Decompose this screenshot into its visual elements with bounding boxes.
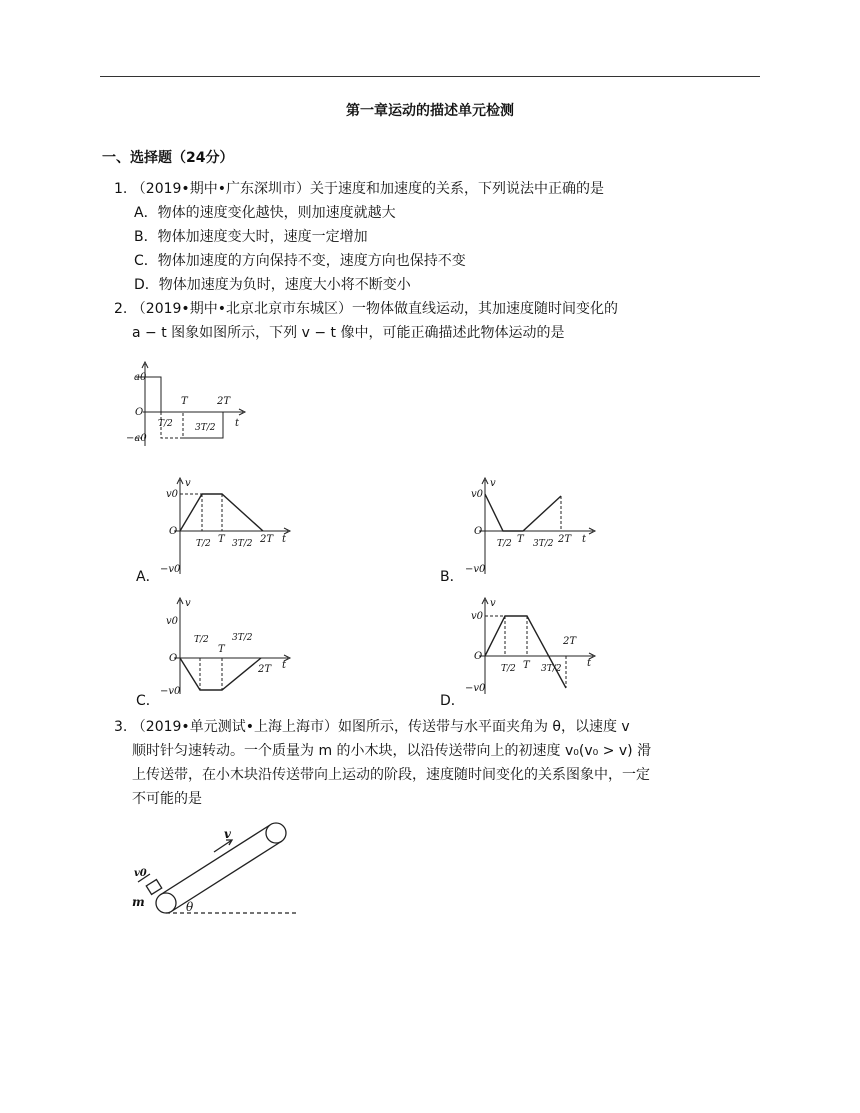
q2-stem-line1: 2. （2019•期中•北京北京市东城区）一物体做直线运动，其加速度随时间变化的	[114, 301, 618, 317]
q3-stem-line3: 上传送带，在小木块沿传送带向上运动的阶段，速度随时间变化的关系图象中，一定	[132, 767, 650, 783]
label-neg-a0: −a0	[126, 433, 147, 444]
label-T-half: T/2	[158, 419, 173, 429]
q2-stem-line2: a − t 图象如图所示，下列 v − t 像中，可能正确描述此物体运动的是	[132, 325, 565, 341]
q2-graph-c	[160, 596, 300, 696]
label-v: v	[185, 598, 191, 609]
label-origin: O	[474, 526, 483, 537]
label-T: T	[517, 534, 524, 545]
q2-graph-b	[465, 476, 605, 576]
q1-option-c: C．物体加速度的方向保持不变，速度方向也保持不变	[134, 253, 466, 269]
q2-graph-a	[160, 476, 300, 576]
label-3T-half: 3T/2	[533, 539, 554, 549]
label-v: v	[490, 598, 496, 609]
label-v: v	[490, 478, 496, 489]
label-neg-v0: −v0	[160, 686, 181, 696]
q2-graph-d	[465, 596, 605, 696]
q2-a-t-graph	[125, 360, 255, 450]
q2-choice-d: D．	[440, 693, 465, 709]
label-T: T	[181, 396, 188, 407]
label-T-half: T/2	[497, 539, 512, 549]
label-v0: v0	[134, 868, 147, 879]
q3-stem-line2: 顺时针匀速转动。一个质量为 m 的小木块，以沿传送带向上的初速度 v₀(v₀ > v) 滑	[132, 743, 652, 759]
page-title: 第一章运动的描述单元检测	[346, 103, 514, 119]
q2-choice-a: A．	[136, 569, 160, 585]
label-3T-half: 3T/2	[232, 539, 253, 549]
label-neg-v0: −v0	[465, 683, 486, 694]
label-T-half: T/2	[196, 539, 211, 549]
q2-choice-b: B．	[440, 569, 464, 585]
q1-option-d: D．物体加速度为负时，速度大小将不断变小	[134, 277, 411, 293]
label-2T: 2T	[258, 664, 272, 675]
label-belt-v: v	[224, 827, 231, 841]
label-T: T	[218, 534, 225, 545]
q1-option-a: A．物体的速度变化越快，则加速度就越大	[134, 205, 396, 221]
label-3T-half: 3T/2	[232, 633, 253, 643]
label-v0: v0	[166, 616, 179, 627]
q3-stem-line4: 不可能的是	[132, 791, 202, 807]
label-2T: 2T	[217, 396, 231, 407]
label-origin: O	[169, 526, 178, 537]
label-2T: 2T	[260, 534, 274, 545]
label-origin: O	[169, 653, 178, 664]
label-theta: θ	[186, 900, 194, 914]
header-rule	[100, 76, 760, 77]
label-neg-v0: −v0	[465, 564, 486, 575]
label-t: t	[282, 660, 287, 671]
label-2T: 2T	[563, 636, 577, 647]
label-t: t	[282, 534, 287, 545]
label-t: t	[587, 658, 592, 669]
label-origin: O	[135, 407, 144, 418]
label-3T-half: 3T/2	[195, 423, 216, 433]
label-T-half: T/2	[194, 635, 209, 645]
label-3T-half: 3T/2	[541, 664, 562, 674]
q1-option-b: B．物体加速度变大时，速度一定增加	[134, 229, 368, 245]
label-origin: O	[474, 651, 483, 662]
label-m: m	[132, 895, 145, 909]
q3-conveyor-figure	[128, 818, 308, 918]
label-t: t	[582, 534, 587, 545]
label-neg-v0: −v0	[160, 564, 181, 575]
q2-choice-c: C．	[136, 693, 160, 709]
label-T: T	[218, 644, 225, 655]
label-v: v	[185, 478, 191, 489]
q3-stem-line1: 3. （2019•单元测试•上海上海市）如图所示，传送带与水平面夹角为 θ，以速度 v	[114, 719, 630, 735]
label-t: t	[235, 418, 240, 429]
label-v0: v0	[471, 611, 484, 622]
label-T-half: T/2	[501, 664, 516, 674]
label-a0: a0	[134, 372, 147, 383]
label-2T: 2T	[558, 534, 572, 545]
label-T: T	[523, 660, 530, 671]
label-v0: v0	[166, 489, 179, 500]
q1-stem: 1. （2019•期中•广东深圳市）关于速度和加速度的关系，下列说法中正确的是	[114, 181, 604, 197]
section-heading: 一、选择题（24分）	[102, 150, 234, 166]
label-v0: v0	[471, 489, 484, 500]
